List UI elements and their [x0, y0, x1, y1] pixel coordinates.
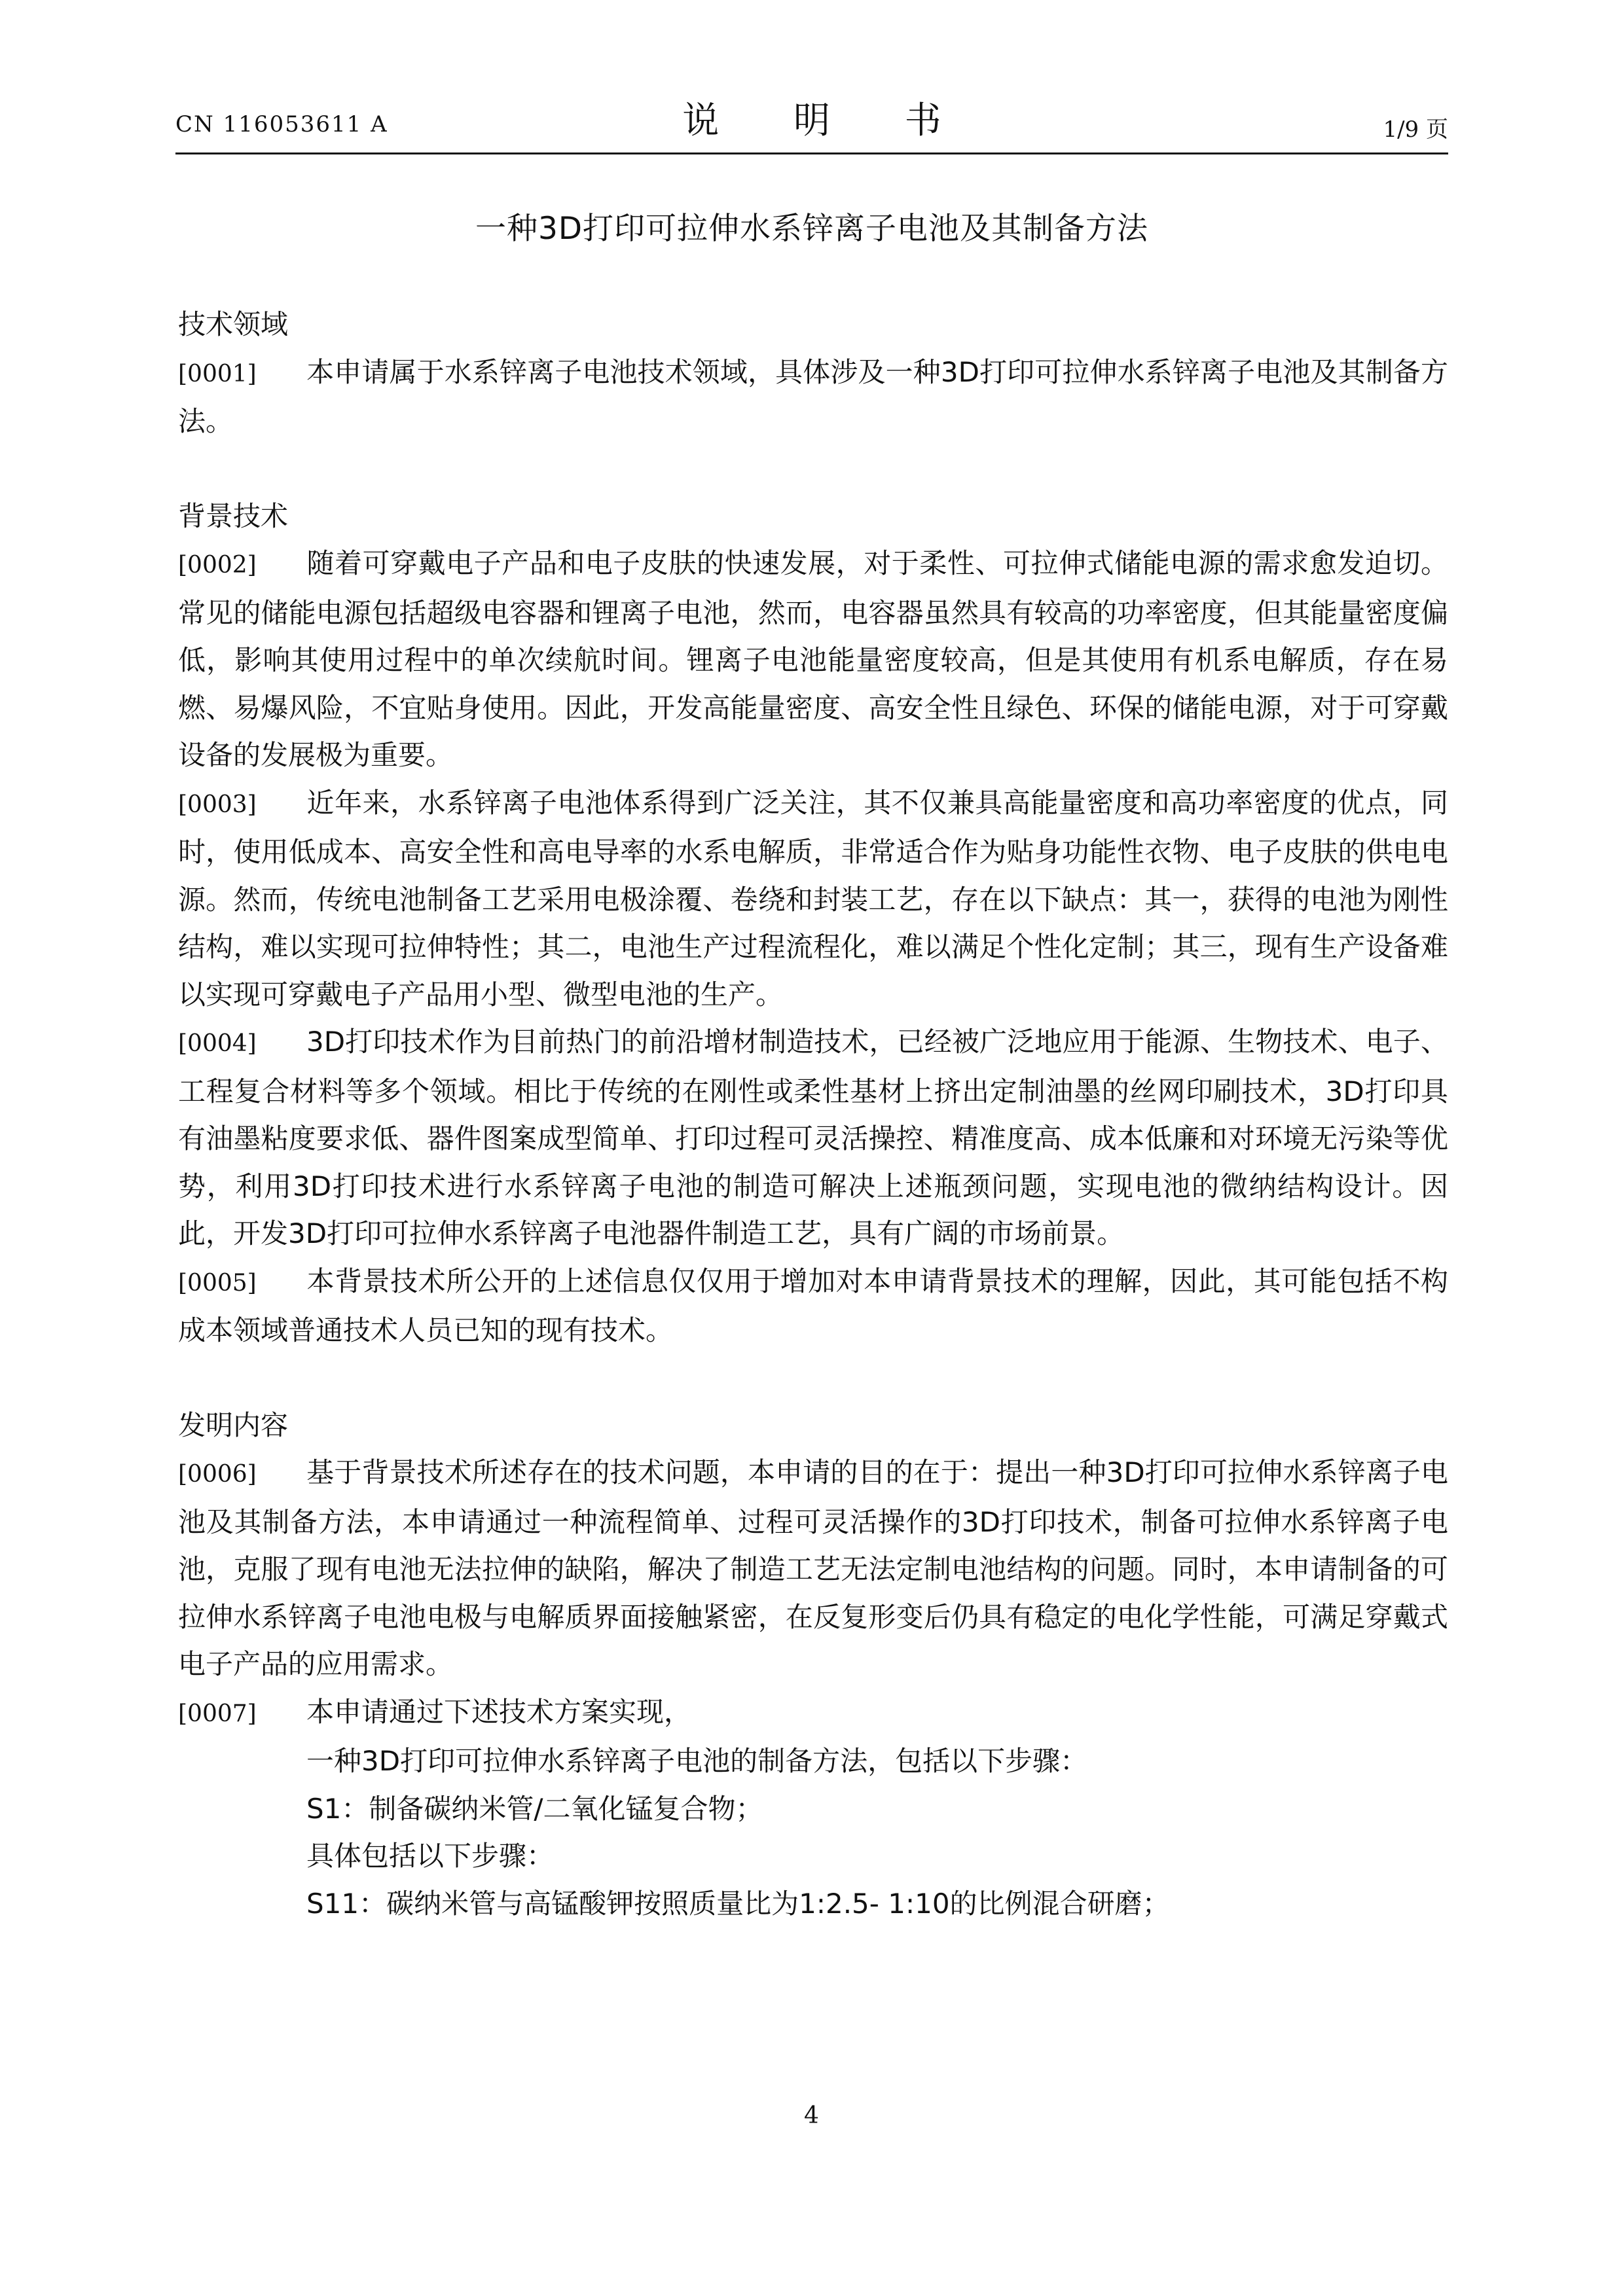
paragraph-text: 3D打印技术作为目前热门的前沿增材制造技术，已经被广泛地应用于能源、生物技术、电子、工程复合材料等多个领域。相比于传统的在刚性或柔性基材上挤出定制油墨的丝网印刷技术，3D打印具有油墨粘度要求低、器件图案成型简单、打印过程可灵活操控、精准度高、成本低廉和对环境无污染等优势，利用3D打印技术进行水系锌离子电池的制造可解决上述瓶颈问题，实现电池的微纳结构设计。因此，开发3D打印可拉伸水系锌离子电池器件制造工艺，具有广阔的市场前景。	[178, 1026, 1448, 1249]
document-type: 说 明 书	[682, 99, 973, 142]
claim-line-step-s11: S11：碳纳米管与高锰酸钾按照质量比为1:2.5- 1:10的比例混合研磨；	[306, 1887, 1170, 1920]
paragraph-number: [0006]	[178, 1461, 257, 1488]
paragraph-number: [0005]	[178, 1269, 257, 1297]
section-gap	[178, 446, 1448, 493]
paragraph-text: 本背景技术所公开的上述信息仅仅用于增加对本申请背景技术的理解，因此，其可能包括不构成本领域普通技术人员已知的现有技术。	[178, 1265, 1448, 1346]
page-info: 1/9 页	[1383, 117, 1448, 143]
paragraph-number: [0002]	[178, 552, 257, 579]
claim-line-method: 一种3D打印可拉伸水系锌离子电池的制备方法，包括以下步骤：	[306, 1745, 1088, 1777]
document-id: CN 116053611 A	[175, 111, 388, 137]
document-body	[178, 301, 1448, 1928]
paragraph-text: 本申请属于水系锌离子电池技术领域，具体涉及一种3D打印可拉伸水系锌离子电池及其制备方法。	[178, 355, 1448, 437]
paragraph-0003	[178, 780, 1448, 1019]
section-heading-summary: 发明内容	[178, 1408, 289, 1441]
paragraph-0007	[178, 1689, 1448, 1738]
paragraph-text: 随着可穿戴电子产品和电子皮肤的快速发展，对于柔性、可拉伸式储能电源的需求愈发迫切。常见的储能电源包括超级电容器和锂离子电池，然而，电容器虽然具有较高的功率密度，但其能量密度偏低，影响其使用过程中的单次续航时间。锂离子电池能量密度较高，但是其使用有机系电解质，存在易燃、易爆风险，不宜贴身使用。因此，开发高能量密度、高安全性且绿色、环保的储能电源，对于可穿戴设备的发展极为重要。	[178, 547, 1448, 771]
paragraph-0004	[178, 1018, 1448, 1258]
page-number: 4	[804, 2102, 819, 2129]
patent-title: 一种3D打印可拉伸水系锌离子电池及其制备方法	[475, 211, 1149, 247]
section-heading-tech-field: 技术领域	[178, 308, 289, 340]
paragraph-0006	[178, 1449, 1448, 1689]
paragraph-number: [0004]	[178, 1030, 257, 1057]
paragraph-text: 本申请通过下述技术方案实现，	[306, 1695, 692, 1728]
claim-line-step-s1: S1：制备碳纳米管/二氧化锰复合物；	[306, 1792, 763, 1825]
paragraph-text: 基于背景技术所述存在的技术问题，本申请的目的在于：提出一种3D打印可拉伸水系锌离子电池及其制备方法，本申请通过一种流程简单、过程可灵活操作的3D打印技术，制备可拉伸水系锌离子电池，克服了现有电池无法拉伸的缺陷，解决了制造工艺无法定制电池结构的问题。同时，本申请制备的可拉伸水系锌离子电池电极与电解质界面接触紧密，在反复形变后仍具有稳定的电化学性能，可满足穿戴式电子产品的应用需求。	[178, 1456, 1448, 1680]
paragraph-text: 近年来，水系锌离子电池体系得到广泛关注，其不仅兼具高能量密度和高功率密度的优点，同时，使用低成本、高安全性和高电导率的水系电解质，非常适合作为贴身功能性衣物、电子皮肤的供电电源。然而，传统电池制备工艺采用电极涂覆、卷绕和封装工艺，存在以下缺点：其一，获得的电池为刚性结构，难以实现可拉伸特性；其二，电池生产过程流程化，难以满足个性化定制；其三，现有生产设备难以实现可穿戴电子产品用小型、微型电池的生产。	[178, 786, 1448, 1011]
paragraph-number: [0003]	[178, 791, 257, 818]
paragraph-0001	[178, 349, 1448, 446]
paragraph-0002	[178, 540, 1448, 780]
page-header	[175, 92, 1448, 151]
section-gap	[178, 1355, 1448, 1402]
paragraph-number: [0007]	[178, 1700, 257, 1727]
claim-line-substeps: 具体包括以下步骤：	[306, 1840, 555, 1872]
paragraph-0005	[178, 1258, 1448, 1355]
section-heading-background: 背景技术	[178, 499, 289, 532]
header-divider	[175, 152, 1448, 154]
paragraph-number: [0001]	[178, 360, 257, 387]
